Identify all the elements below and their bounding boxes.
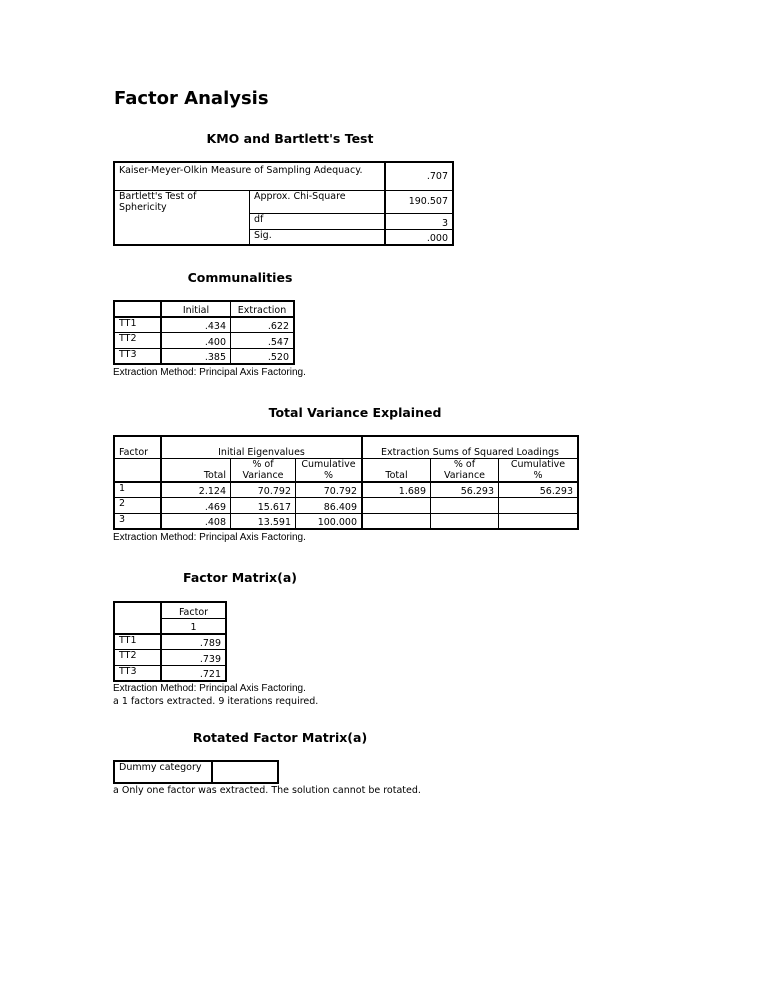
e-pct-value [431,513,499,529]
communalities-note: Extraction Method: Principal Axis Factoring. [113,367,306,378]
kmo-row-value: .000 [385,229,453,245]
cum-value: 86.409 [296,497,363,513]
total-value: .408 [161,513,231,529]
total-value: .469 [161,497,231,513]
row-label: TT2 [114,332,161,348]
initial-value: .400 [161,332,231,348]
factor-matrix-footnote: a 1 factors extracted. 9 iterations required. [113,696,319,707]
empty-cell [114,458,161,482]
kmo-label: Kaiser-Meyer-Olkin Measure of Sampling Adequacy. [114,162,385,190]
dummy-category-cell: Dummy category [114,761,212,783]
row-label: TT1 [114,317,161,332]
empty-cell [114,301,161,317]
e-total-value [362,513,431,529]
factor-label: 3 [114,513,161,529]
row-label: TT1 [114,634,161,649]
pct-value: 15.617 [231,497,296,513]
factor-matrix-note: Extraction Method: Principal Axis Factoring. [113,683,306,694]
total-value: 2.124 [161,482,231,497]
factor-subheader: 1 [161,618,226,634]
pct-value: 13.591 [231,513,296,529]
e-pct-value [431,497,499,513]
subheader-e-total: Total [362,458,431,482]
kmo-row-label: Approx. Chi-Square [250,190,386,213]
bartlett-label: Bartlett's Test of Sphericity [114,190,250,213]
e-pct-value: 56.293 [431,482,499,497]
variance-note: Extraction Method: Principal Axis Factoring. [113,532,306,543]
kmo-value: .707 [385,162,453,190]
kmo-row-value: 3 [385,213,453,229]
page-title: Factor Analysis [114,88,269,109]
loading-value: .789 [161,634,226,649]
factor-header: Factor [114,436,161,458]
variance-title: Total Variance Explained [268,405,442,420]
extraction-value: .622 [231,317,295,332]
subheader-e-pct: % of Variance [431,458,499,482]
extraction-sums-header: Extraction Sums of Squared Loadings [362,436,578,458]
kmo-row-value: 190.507 [385,190,453,213]
row-label: TT3 [114,348,161,364]
e-total-value [362,497,431,513]
kmo-title: KMO and Bartlett's Test [206,131,374,146]
factor-matrix-title: Factor Matrix(a) [183,570,297,585]
col-header-initial: Initial [161,301,231,317]
loading-value: .739 [161,649,226,665]
pct-value: 70.792 [231,482,296,497]
subheader-e-cum: Cumulative % [499,458,579,482]
empty-cell [114,213,250,229]
rotated-table [113,760,279,784]
factor-matrix-table [113,601,227,682]
rotated-footnote: a Only one factor was extracted. The solution cannot be rotated. [113,785,421,796]
empty-cell [114,229,250,245]
initial-value: .385 [161,348,231,364]
initial-value: .434 [161,317,231,332]
variance-table [113,435,579,530]
extraction-value: .520 [231,348,295,364]
e-cum-value [499,497,579,513]
factor-label: 2 [114,497,161,513]
kmo-row-label: df [250,213,386,229]
row-label: TT3 [114,665,161,681]
factor-label: 1 [114,482,161,497]
empty-cell [114,618,161,634]
rotated-title: Rotated Factor Matrix(a) [192,730,368,745]
empty-cell [212,761,278,783]
subheader-cum: Cumulative % [296,458,363,482]
cum-value: 70.792 [296,482,363,497]
e-cum-value: 56.293 [499,482,579,497]
kmo-row-label: Sig. [250,229,386,245]
extraction-value: .547 [231,332,295,348]
e-total-value: 1.689 [362,482,431,497]
empty-cell [114,602,161,618]
factor-header: Factor [161,602,226,618]
subheader-total: Total [161,458,231,482]
e-cum-value [499,513,579,529]
subheader-pct: % of Variance [231,458,296,482]
loading-value: .721 [161,665,226,681]
initial-eigenvalues-header: Initial Eigenvalues [161,436,362,458]
communalities-table [113,300,295,365]
col-header-extraction: Extraction [231,301,295,317]
cum-value: 100.000 [296,513,363,529]
communalities-title: Communalities [187,270,293,285]
kmo-table [113,161,454,246]
row-label: TT2 [114,649,161,665]
